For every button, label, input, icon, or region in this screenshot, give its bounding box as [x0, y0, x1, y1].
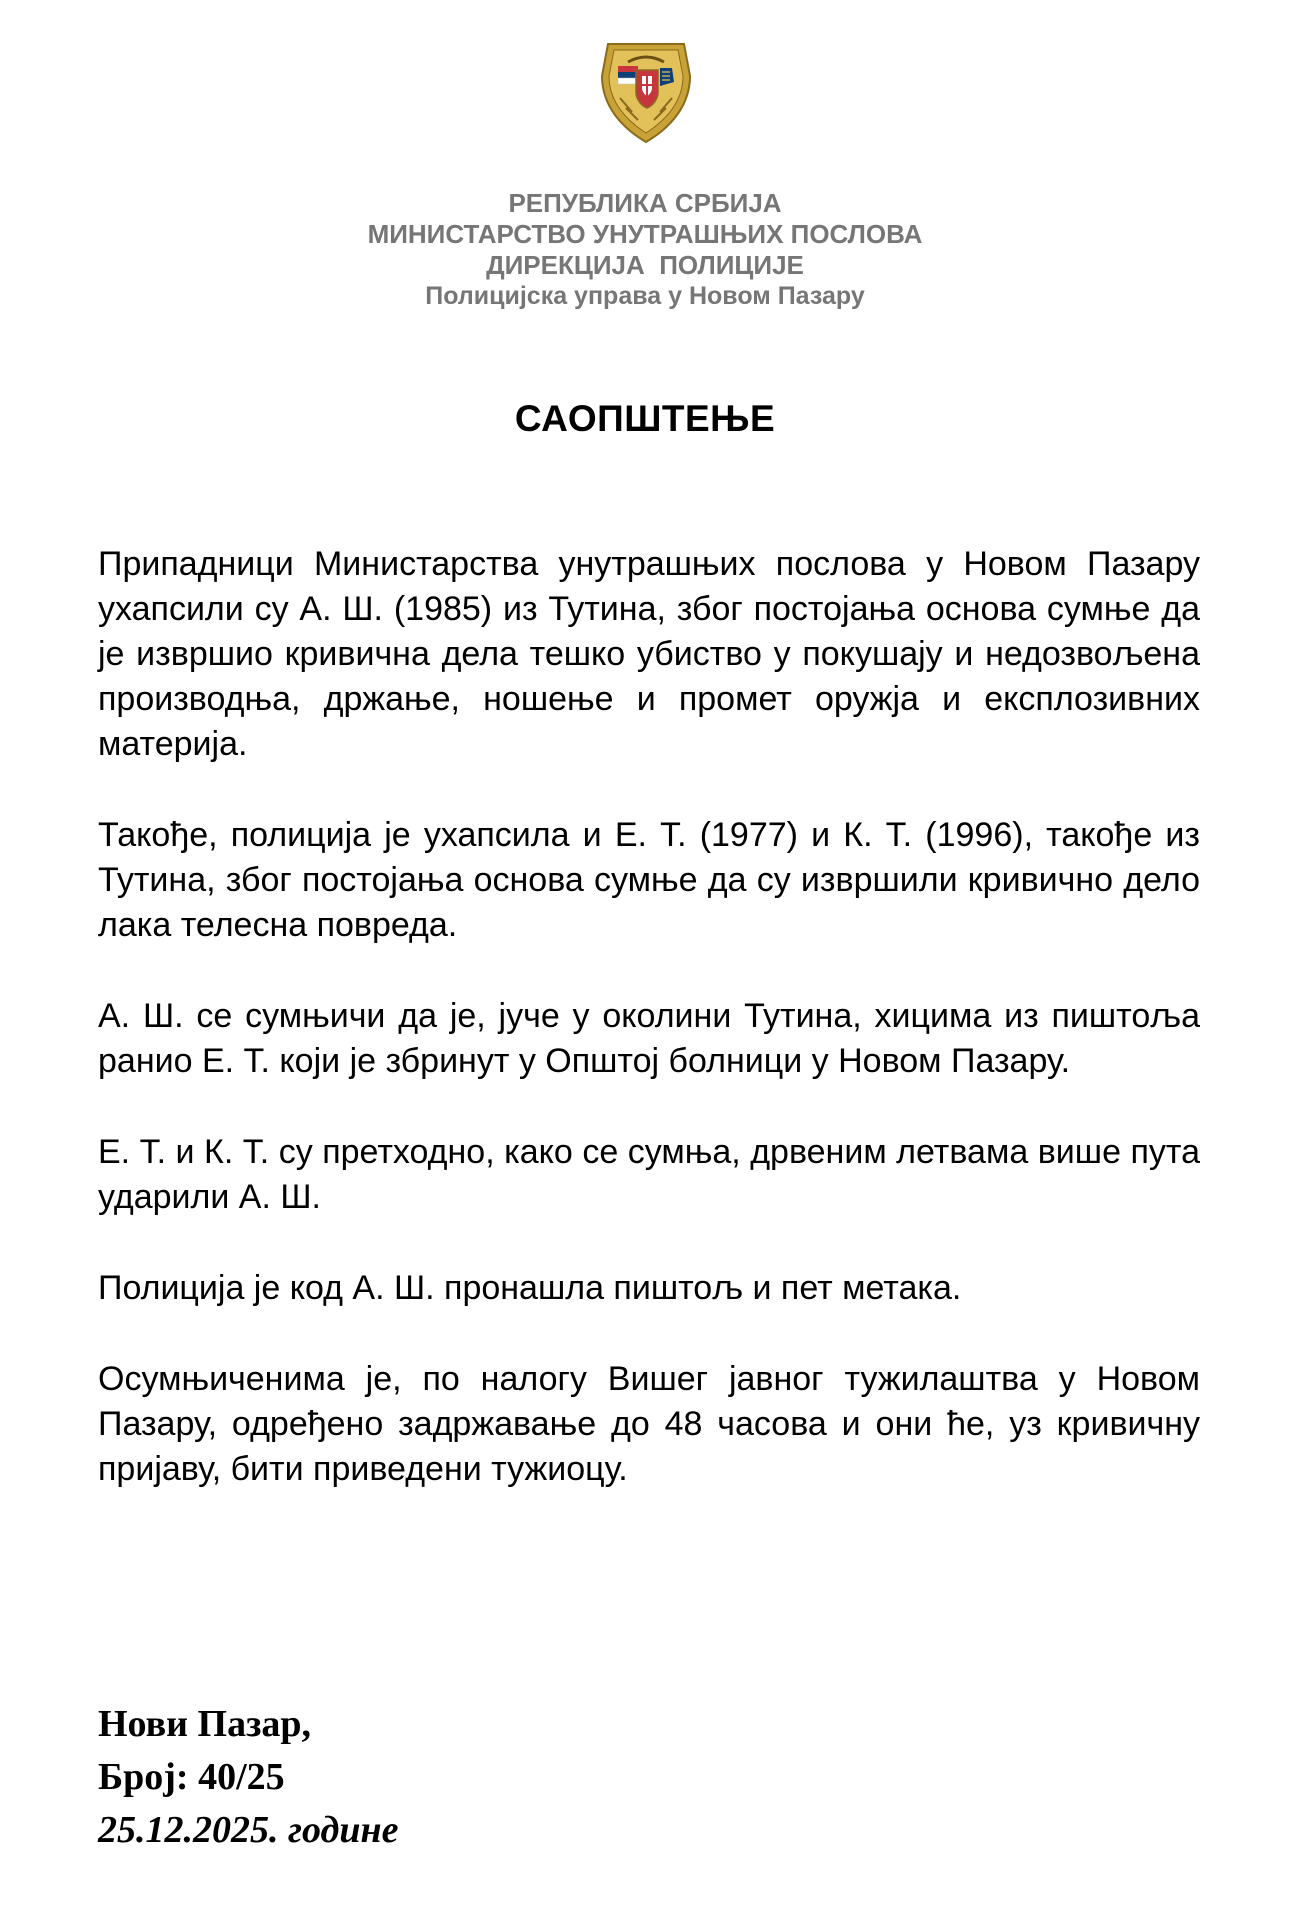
header-police-department: Полицијска управа у Новом Пазару [425, 282, 865, 310]
page-title: САОПШТЕЊЕ [514, 398, 776, 439]
header-country: РЕПУБЛИКА СРБИЈА [508, 188, 782, 218]
paragraph: Осумњиченима је, по налогу Вишег јавног тужилаштва у Новом Пазару, одређено задржавање до 48 часова и они ће, уз кривичну пријаву, бити приведени тужиоцу. [98, 1360, 1200, 1488]
document-body [98, 542, 1200, 1538]
paragraph: А. Ш. се сумњичи да је, јуче у околини Тутина, хицима из пиштоља ранио Е. Т. који је збринут у Општој болници у Новом Пазару. [98, 997, 1200, 1080]
police-emblem-icon [598, 36, 694, 148]
footer-number: Број: 40/25 [98, 1756, 285, 1798]
footer-place: Нови Пазар, [98, 1703, 311, 1745]
footer [98, 1698, 798, 1857]
paragraph: Е. Т. и К. Т. су претходно, како се сумња, дрвеним летвама више пута ударили А. Ш. [98, 1133, 1200, 1216]
footer-date: 25.12.2025. године [98, 1809, 399, 1851]
paragraph: Припадници Министарства унутрашњих послова у Новом Пазару ухапсили су А. Ш. (1985) из Тутина, због постојања основа сумње да је извршио кривична дела тешко убиство у покушају и недозвољена производња, држање, ношење и промет оружја и експлозивних материја. [98, 545, 1200, 763]
header [0, 188, 1290, 312]
paragraph: Полиција је код А. Ш. пронашла пиштољ и пет метака. [98, 1269, 962, 1307]
paragraph: Такође, полиција је ухапсила и Е. Т. (1977) и К. Т. (1996), такође из Тутина, због постојања основа сумње да су извршили кривично дело лака телесна повреда. [98, 816, 1200, 944]
header-ministry: МИНИСТАРСТВО УНУТРАШЊИХ ПОСЛОВА [367, 219, 923, 249]
header-directorate: ДИРЕКЦИЈА ПОЛИЦИЈЕ [486, 250, 804, 280]
